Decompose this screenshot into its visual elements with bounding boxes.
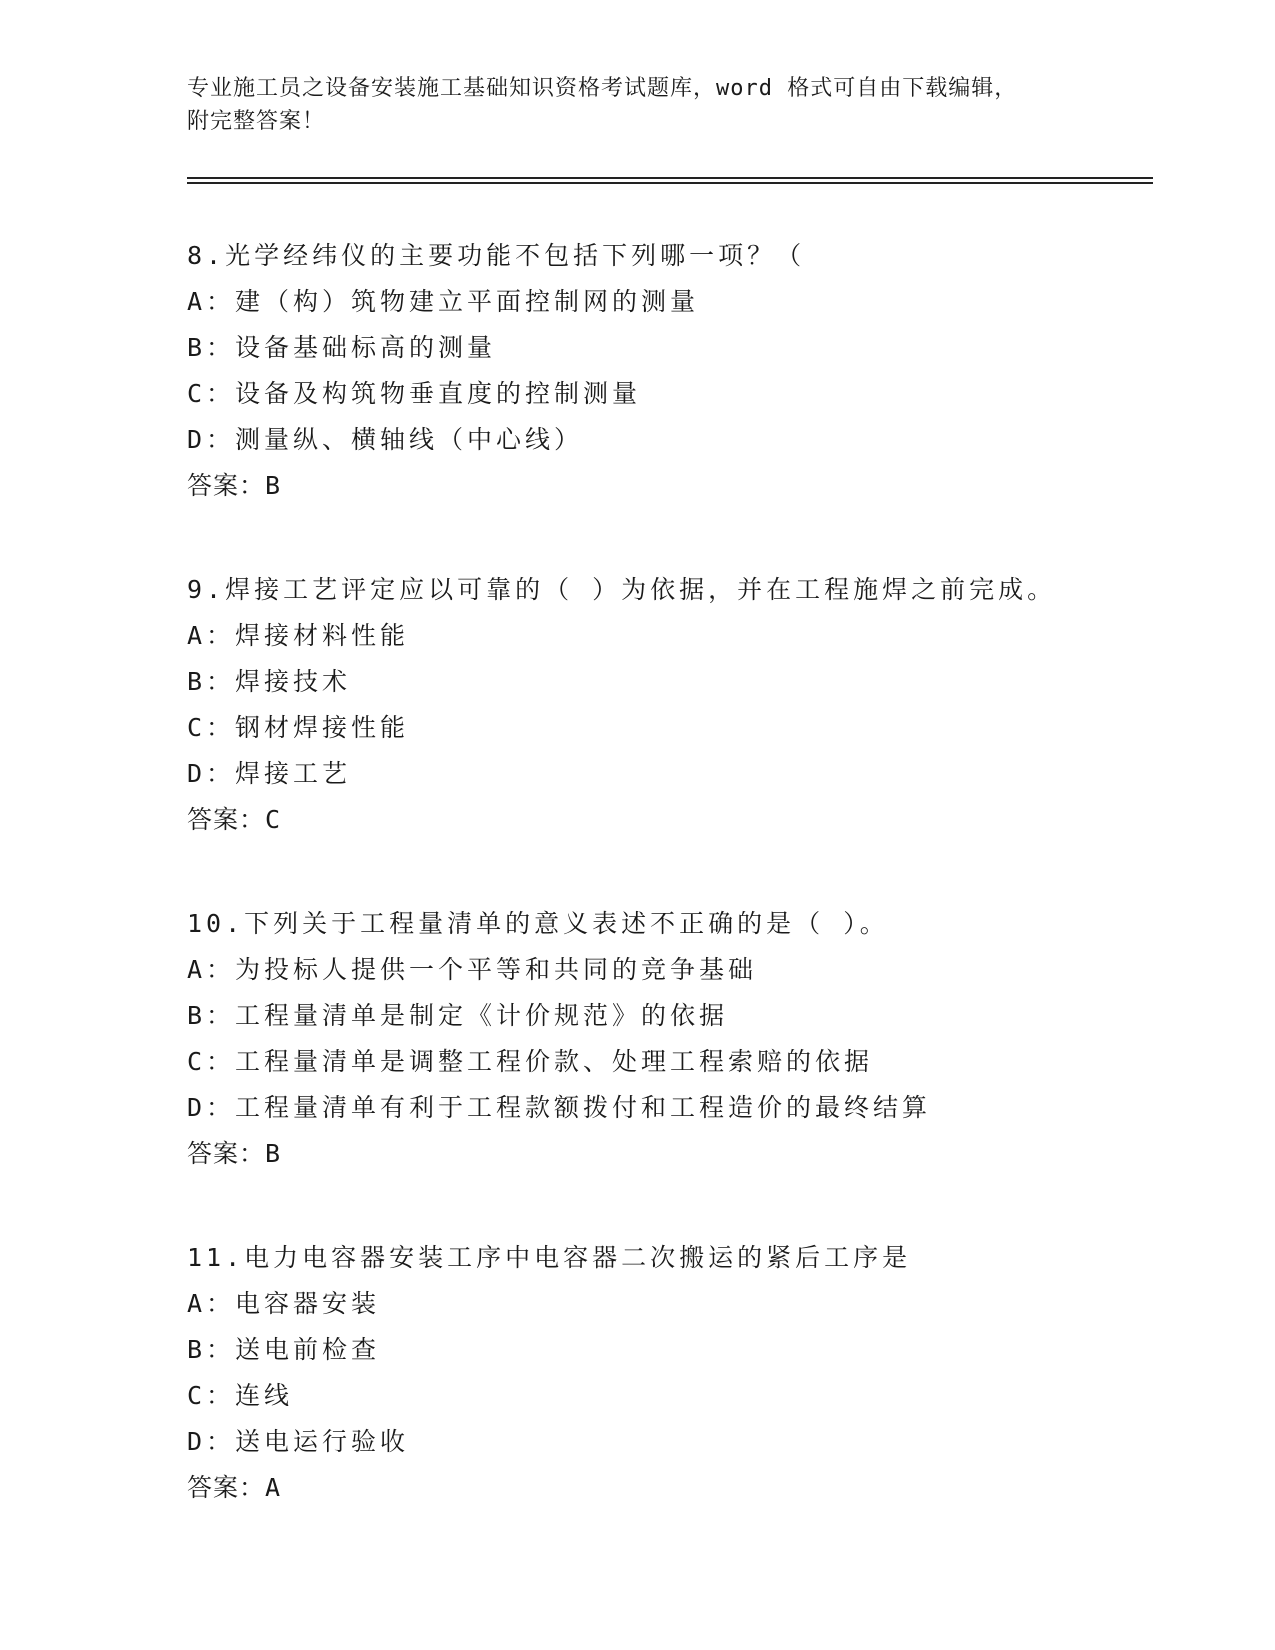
option-b: B：设备基础标高的测量 [187, 333, 497, 362]
question-list [187, 233, 1167, 1569]
option-b: B：焊接技术 [187, 667, 352, 696]
answer-label: 答案： [187, 471, 266, 500]
option-b: B：送电前检查 [187, 1335, 381, 1364]
answer-label: 答案： [187, 805, 266, 834]
answer-value: B [265, 1139, 282, 1168]
question-9 [187, 567, 1167, 843]
option-a: A：为投标人提供一个平等和共同的竞争基础 [187, 955, 758, 984]
option-c: C：连线 [187, 1381, 294, 1410]
header-divider-bottom [187, 182, 1153, 184]
answer-line [187, 797, 1167, 843]
option-a: A：建（构）筑物建立平面控制网的测量 [187, 287, 700, 316]
option-d: D：送电运行验收 [187, 1427, 410, 1456]
option-d: D：工程量清单有利于工程款额拨付和工程造价的最终结算 [187, 1093, 932, 1122]
question-8 [187, 233, 1167, 509]
answer-line [187, 1465, 1167, 1511]
option-c: C：钢材焊接性能 [187, 713, 410, 742]
answer-line [187, 463, 1167, 509]
option-b: B：工程量清单是制定《计价规范》的依据 [187, 1001, 729, 1030]
option-c: C：工程量清单是调整工程价款、处理工程索赔的依据 [187, 1047, 874, 1076]
document-header [187, 72, 1087, 138]
answer-value: B [265, 471, 282, 500]
answer-label: 答案： [187, 1473, 266, 1502]
header-divider-top [187, 177, 1153, 179]
header-line-2: 附完整答案！ [187, 109, 326, 134]
question-stem: 10.下列关于工程量清单的意义表述不正确的是（ ）。 [187, 909, 889, 938]
question-10 [187, 901, 1167, 1177]
question-stem: 9.焊接工艺评定应以可靠的（ ）为依据，并在工程施焊之前完成。 [187, 575, 1057, 604]
option-c: C：设备及构筑物垂直度的控制测量 [187, 379, 642, 408]
question-stem: 8.光学经纬仪的主要功能不包括下列哪一项？（ [187, 241, 806, 270]
answer-label: 答案： [187, 1139, 266, 1168]
question-11 [187, 1235, 1167, 1511]
option-a: A：焊接材料性能 [187, 621, 410, 650]
header-line-1: 专业施工员之设备安装施工基础知识资格考试题库，word 格式可自由下载编辑， [187, 76, 1018, 101]
option-d: D：焊接工艺 [187, 759, 352, 788]
answer-value: C [265, 805, 282, 834]
answer-line [187, 1131, 1167, 1177]
option-d: D：测量纵、横轴线（中心线） [187, 425, 584, 454]
question-stem: 11.电力电容器安装工序中电容器二次搬运的紧后工序是 [187, 1243, 912, 1272]
answer-value: A [265, 1473, 282, 1502]
option-a: A：电容器安装 [187, 1289, 381, 1318]
